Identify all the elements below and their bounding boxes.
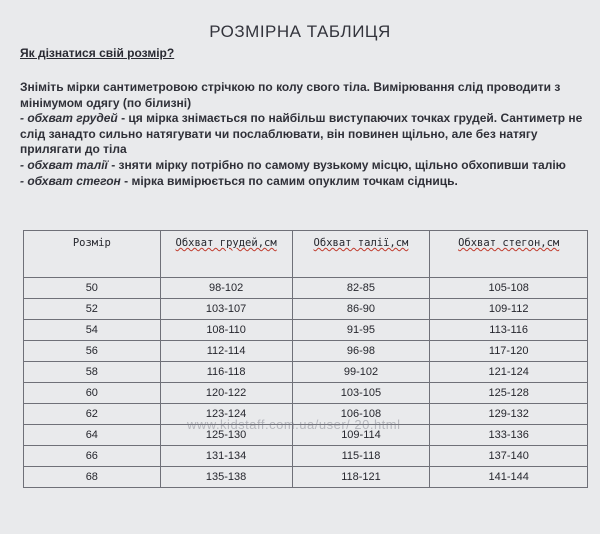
- header-hips: [430, 231, 588, 278]
- table-row: [24, 299, 588, 320]
- cell-hips: 109-112: [430, 299, 588, 320]
- measure-chest-text: - ця мірка знімається по найбільш виступаючих точках грудей. Сантиметр не слід занадто сильно натягувати чи послаблювати, він повинен щільно, але без натягу прилягати до тіла: [20, 111, 583, 157]
- page-title: РОЗМІРНА ТАБЛИЦЯ: [209, 22, 391, 41]
- cell-waist: 86-90: [292, 299, 430, 320]
- cell-chest: 98-102: [160, 278, 292, 299]
- cell-hips: 121-124: [430, 362, 588, 383]
- cell-waist: 118-121: [292, 467, 430, 488]
- cell-chest: 116-118: [160, 362, 292, 383]
- table-row: [24, 320, 588, 341]
- measure-waist-term: - обхват талії: [20, 157, 108, 172]
- cell-size: 54: [24, 320, 161, 341]
- table-row: [24, 341, 588, 362]
- cell-waist: 91-95: [292, 320, 430, 341]
- measure-instructions: [20, 80, 590, 189]
- cell-waist: 99-102: [292, 362, 430, 383]
- cell-chest: 131-134: [160, 446, 292, 467]
- cell-chest: 125-130: [160, 425, 292, 446]
- table-row: [24, 278, 588, 299]
- cell-size: 64: [24, 425, 161, 446]
- watermark: www.kidstaff.com.ua/user/ 20.html: [187, 417, 401, 432]
- header-waist: [292, 231, 430, 278]
- cell-waist: 96-98: [292, 341, 430, 362]
- cell-hips: 113-116: [430, 320, 588, 341]
- table-row: [24, 467, 588, 488]
- header-size: Розмір: [24, 231, 161, 278]
- measure-hips-text: - мірка вимірюється по самим опуклим точкам сідниць.: [120, 173, 458, 188]
- header-chest: [160, 231, 292, 278]
- table-header-row: [24, 231, 588, 278]
- subtitle: Як дізнатися свій розмір?: [20, 46, 175, 60]
- intro-text: Зніміть мірки сантиметровою стрічкою по колу свого тіла. Вимірювання слід проводити з мінімумом одягу (по білизні): [20, 80, 561, 110]
- measure-waist: [20, 158, 590, 174]
- measure-chest-term: - обхват грудей: [20, 111, 118, 126]
- header-hips-label: Обхват стегон,см: [458, 237, 560, 249]
- cell-hips: 105-108: [430, 278, 588, 299]
- cell-hips: 125-128: [430, 383, 588, 404]
- cell-chest: 108-110: [160, 320, 292, 341]
- measure-chest: [20, 111, 590, 158]
- cell-size: 58: [24, 362, 161, 383]
- cell-hips: 137-140: [430, 446, 588, 467]
- cell-chest: 112-114: [160, 341, 292, 362]
- header-waist-label: Обхват талії,см: [313, 237, 409, 249]
- header-chest-label: Обхват грудей,см: [175, 237, 277, 249]
- cell-waist: 82-85: [292, 278, 430, 299]
- cell-size: 60: [24, 383, 161, 404]
- cell-chest: 120-122: [160, 383, 292, 404]
- table-row: [24, 383, 588, 404]
- cell-waist: 103-105: [292, 383, 430, 404]
- measure-hips: [20, 174, 590, 190]
- cell-size: 50: [24, 278, 161, 299]
- size-table: [23, 230, 588, 488]
- cell-size: 52: [24, 299, 161, 320]
- cell-hips: 129-132: [430, 404, 588, 425]
- measure-waist-text: - зняти мірку потрібно по самому вузькому місцю, щільно обхопивши талію: [107, 157, 566, 172]
- cell-waist: 109-114: [292, 425, 430, 446]
- cell-chest: 135-138: [160, 467, 292, 488]
- cell-hips: 141-144: [430, 467, 588, 488]
- cell-waist: 115-118: [292, 446, 430, 467]
- cell-chest: 123-124: [160, 404, 292, 425]
- measure-hips-term: - обхват стегон: [20, 173, 121, 188]
- cell-size: 62: [24, 404, 161, 425]
- cell-waist: 106-108: [292, 404, 430, 425]
- cell-chest: 103-107: [160, 299, 292, 320]
- cell-hips: 133-136: [430, 425, 588, 446]
- table-body: [24, 278, 588, 488]
- cell-size: 56: [24, 341, 161, 362]
- cell-hips: 117-120: [430, 341, 588, 362]
- cell-size: 68: [24, 467, 161, 488]
- table-row: [24, 446, 588, 467]
- cell-size: 66: [24, 446, 161, 467]
- table-row: [24, 362, 588, 383]
